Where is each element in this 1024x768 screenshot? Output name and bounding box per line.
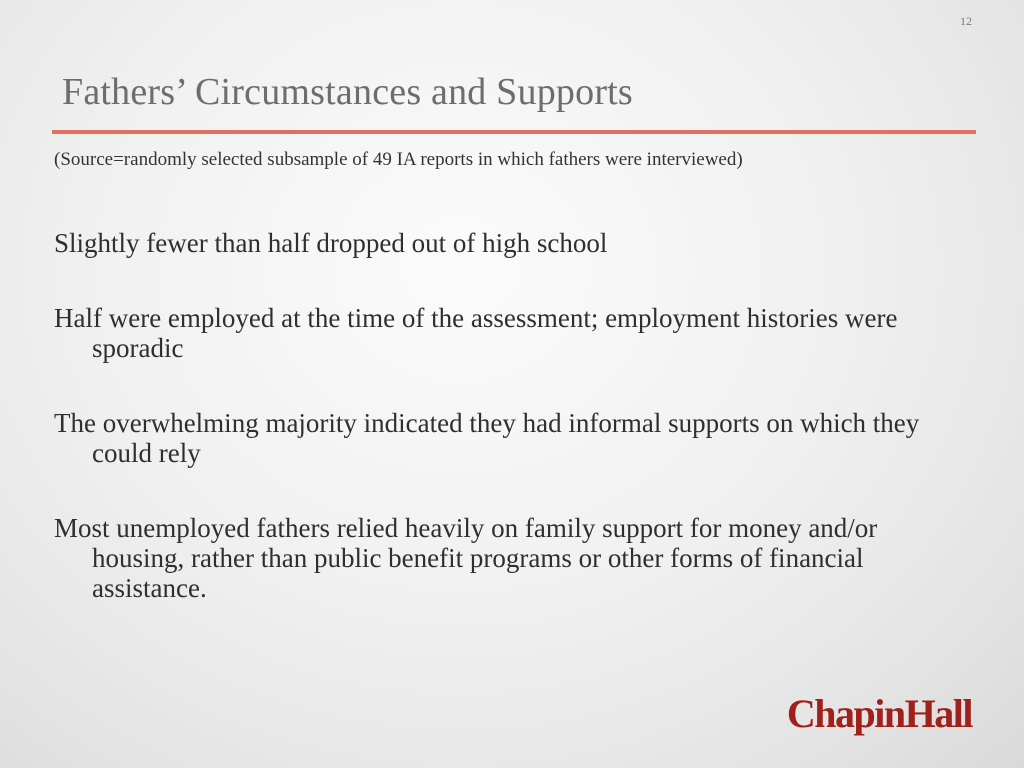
slide-subtitle: (Source=randomly selected subsample of 49 IA reports in which fathers were interviewed) [54,149,743,170]
bullet-list [54,228,974,648]
bullet-item: Slightly fewer than half dropped out of high school [54,228,608,258]
title-divider [52,130,976,134]
bullet-item: Most unemployed fathers relied heavily on family support for money and/or housing, rather than public benefit programs or other forms of financial assistance. [54,513,878,603]
bullet-item: The overwhelming majority indicated they had informal supports on which they could rely [54,408,920,468]
bullet-item: Half were employed at the time of the assessment; employment histories were sporadic [54,303,898,363]
chapin-hall-logo: ChapinHall [786,691,972,736]
slide-title: Fathers’ Circumstances and Supports [62,71,633,113]
page-number: 12 [960,14,972,28]
